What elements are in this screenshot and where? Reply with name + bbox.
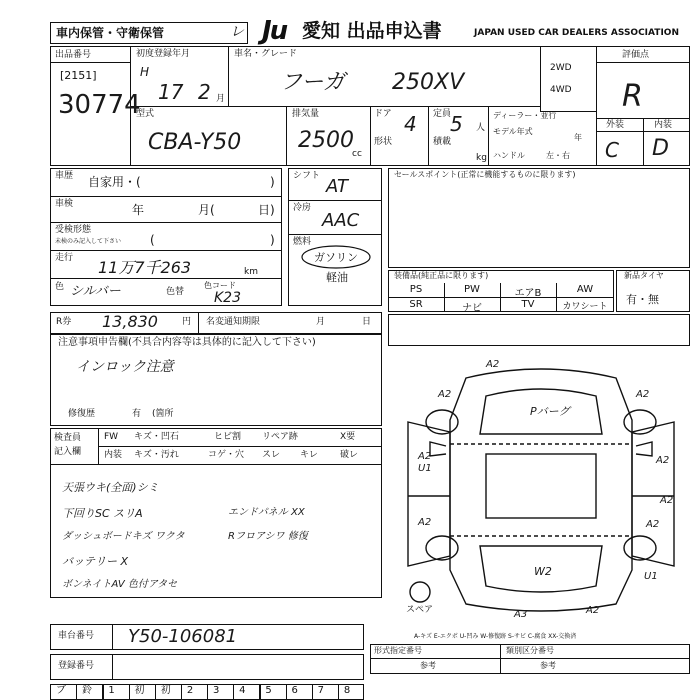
usage-label: 車歴 <box>55 171 74 181</box>
usage-paren-close: ) <box>270 175 275 189</box>
interior-label: 内装 <box>654 120 673 130</box>
acceptance-paren-close: ) <box>270 233 275 247</box>
inspector-row1-2: ヒビ割 <box>214 432 242 442</box>
mark-a2-rear: A2 <box>586 605 600 616</box>
inspector-line-5: Rフロアシワ 修復 <box>228 531 308 542</box>
bottom-strip-divider <box>102 684 103 700</box>
fuel-circle <box>300 244 372 270</box>
fuel-diesel: 軽油 <box>326 271 348 284</box>
inspector-row2-5: 破レ <box>340 450 359 460</box>
interior-grade: D <box>652 136 669 161</box>
mark-u1-left: U1 <box>418 463 432 474</box>
handle-label: ハンドル <box>493 151 525 160</box>
mark-pbag: Pバーグ <box>530 405 570 418</box>
exterior-grade: C <box>605 138 619 162</box>
bottom-strip-cell: 初 <box>160 685 171 696</box>
notes-entry: インロック注意 <box>76 359 174 375</box>
color-value: シルバー <box>70 284 121 299</box>
notice-label: 名変通知期限 <box>206 317 261 327</box>
type-label: 型式 <box>136 109 155 119</box>
displacement-value: 2500 <box>298 128 354 153</box>
mileage-unit: km <box>244 267 258 277</box>
repair-history-place: (箇所 <box>152 409 174 419</box>
inspector-row1-3: リペア跡 <box>262 432 298 442</box>
dealer-label: ディーラー・並行 <box>493 111 557 120</box>
bottom-strip-cell: 2 <box>186 685 194 696</box>
bottom-strip-divider <box>207 684 208 700</box>
equipment-label: 装備品(純正品に限ります) <box>394 271 489 280</box>
seal-1: 参考 <box>420 661 436 670</box>
equip-ps: PS <box>409 284 423 295</box>
vin-value: Y50-106081 <box>128 626 238 647</box>
mileage-value: 11万7千263 <box>98 258 192 277</box>
registration-month-unit: 月 <box>216 94 226 104</box>
bottom-strip-cell: ブ <box>56 685 66 696</box>
class-number-label: 類別区分番号 <box>506 646 554 655</box>
notes-title: 注意事項申告欄(不具合内容等は具体的に記入して下さい) <box>58 337 316 348</box>
bottom-strip-cell: 1 <box>108 685 115 696</box>
bottom-strip-divider <box>338 684 339 700</box>
inspector-line-6: バッテリー X <box>62 555 129 568</box>
equip-aw: AW <box>576 284 594 295</box>
registration-era: H <box>140 65 150 79</box>
drive-4wd: 4WD <box>550 85 572 95</box>
exterior-label: 外装 <box>606 120 625 130</box>
inspector-row2-4: キレ <box>300 450 318 460</box>
fuel-label: 燃料 <box>293 237 312 247</box>
inspector-row1-1: キズ・凹石 <box>134 432 179 442</box>
registration-month: 2 <box>198 80 211 104</box>
mark-w2: W2 <box>534 565 552 578</box>
equip-airbag: エアB <box>514 288 542 299</box>
fuel-gasoline: ガソリン <box>314 251 358 264</box>
mark-a2-left-front: A2 <box>438 389 452 400</box>
sales-points-label: セールスポイント(正常に機能するものに限ります) <box>394 170 576 179</box>
model-year-unit: 年 <box>574 133 582 142</box>
rating-score: R <box>622 79 643 114</box>
displacement-label: 排気量 <box>292 109 320 119</box>
inspector-label-1: 検査員 <box>54 433 82 443</box>
acceptance-paren-open: ( <box>150 233 155 247</box>
bottom-strip-cell: 7 <box>317 685 325 696</box>
bottom-strip-cell: 8 <box>343 685 351 696</box>
model-name: フーガ <box>280 70 345 95</box>
mileage-label: 走行 <box>55 253 74 263</box>
mark-a2-left-rear: A2 <box>418 517 432 528</box>
drive-2wd: 2WD <box>550 63 572 73</box>
damage-legend: A-キズ E-エクボ U-凹み W-修復跡 S-サビ C-腐食 XX-交換済 <box>414 633 577 640</box>
inspection-month-unit: 月( <box>198 203 215 217</box>
aircon-label: 冷房 <box>293 203 312 213</box>
notice-day-unit: 日 <box>362 317 372 327</box>
recycle-value: 13,830 <box>102 312 158 331</box>
recycle-label: R券 <box>56 317 72 327</box>
inspector-line-2: 下回りSC スリA <box>62 507 143 520</box>
inspector-line-1: 天張ウキ(全面)シミ <box>62 481 159 494</box>
equip-tv: TV <box>521 299 535 310</box>
bottom-strip-divider <box>233 684 234 700</box>
notice-month-unit: 月 <box>316 317 326 327</box>
inspector-row1-0: FW <box>104 432 119 442</box>
recycle-unit: 円 <box>182 317 192 327</box>
model-designation-label: 形式指定番号 <box>374 646 422 655</box>
new-tire-label: 新品タイヤ <box>624 271 664 280</box>
bottom-strip-cell: 初 <box>134 685 145 696</box>
vin-label: 車台番号 <box>58 631 95 641</box>
equip-sr: SR <box>409 299 423 310</box>
seal-2: 参考 <box>540 661 556 670</box>
mark-a2-right-2: A2 <box>660 495 674 506</box>
sheet-title: 愛知 出品申込書 <box>302 20 442 42</box>
rating-label: 評価点 <box>622 50 650 60</box>
shift-value: AT <box>326 176 348 197</box>
bottom-strip-divider <box>181 684 182 700</box>
inspector-row2-2: コゲ・穴 <box>208 450 245 460</box>
ju-logo: Ju <box>262 16 287 46</box>
model-name-label: 車名・グレード <box>234 49 298 59</box>
bottom-strip-divider <box>286 684 287 700</box>
doors-value: 4 <box>404 112 417 136</box>
color-code-label: 色コード <box>204 281 236 290</box>
inspector-line-3: エンドパネル XX <box>228 507 305 518</box>
spare-label: スペア <box>406 605 434 615</box>
handle-options: 左・右 <box>546 151 570 160</box>
mark-a2-right-rear: A2 <box>646 519 660 530</box>
displacement-unit: cc <box>352 149 362 159</box>
capacity-label: 定員 <box>433 109 452 119</box>
bottom-strip-cell: 3 <box>213 685 220 696</box>
bottom-strip-divider <box>129 684 130 700</box>
inspector-line-7: ボンネイトAV 色付アタセ <box>62 579 178 590</box>
registration-number-label: 登録番号 <box>58 661 95 671</box>
model-grade: 250XV <box>392 70 465 95</box>
mark-a2-front-right: A2 <box>636 389 650 400</box>
bottom-strip-divider <box>76 684 77 700</box>
registration-number-box <box>50 654 364 680</box>
bottom-strip-divider <box>155 684 156 700</box>
inspector-row2-1: キズ・汚れ <box>134 450 179 460</box>
load-unit: kg <box>476 153 487 163</box>
inspector-label-2: 記入欄 <box>54 447 82 457</box>
color-label: 色 <box>55 282 65 292</box>
storage-mark: レ <box>230 24 244 40</box>
model-year-label: モデル年式 <box>493 127 533 136</box>
inspection-day-unit: 日) <box>258 203 275 217</box>
acceptance-note: 未検のみ記入して下さい <box>55 238 122 245</box>
inspector-row1-4: X要 <box>340 432 356 442</box>
mark-a2-front-left: A2 <box>486 359 500 370</box>
mark-a2-right-1: A2 <box>656 455 670 466</box>
repair-history-value: 有 <box>132 409 142 419</box>
lot-code: [2151] <box>60 69 97 82</box>
load-label: 積載 <box>433 137 452 147</box>
bottom-strip-divider <box>312 684 313 700</box>
capacity-value: 5 <box>450 112 463 136</box>
usage-value: 自家用・( <box>88 175 141 189</box>
equip-navi: ナビ <box>462 303 482 314</box>
color-code: K23 <box>214 290 241 306</box>
acceptance-label: 受検形態 <box>55 225 92 235</box>
inspection-year-unit: 年 <box>132 203 145 217</box>
bottom-strip-cell: 6 <box>291 685 298 696</box>
equip-pw: PW <box>464 284 480 295</box>
lot-number: 30774 <box>58 90 141 120</box>
mark-u1-right: U1 <box>644 571 658 582</box>
inspector-line-4: ダッシュボードキズ ワクタ <box>62 531 185 542</box>
equip-seat: カワシート <box>562 302 608 312</box>
inspection-label: 車検 <box>55 199 74 209</box>
type-value: CBA-Y50 <box>148 130 242 155</box>
doors-label: ドア <box>374 109 392 119</box>
bottom-strip-cell: 4 <box>239 685 246 696</box>
bottom-strip-divider <box>259 684 260 700</box>
mark-a2-left: A2 <box>418 451 432 462</box>
association-name: JAPAN USED CAR DEALERS ASSOCIATION <box>474 28 679 38</box>
storage-label: 車内保管・守衛保管 <box>56 26 165 40</box>
capacity-unit: 人 <box>476 123 486 133</box>
inspector-row2-0: 内装 <box>104 450 123 460</box>
color-replace-label: 色替 <box>166 287 185 297</box>
registration-label: 初度登録年月 <box>136 49 191 59</box>
lot-number-label: 出品番号 <box>55 50 92 60</box>
sales-points-box <box>388 168 690 268</box>
shift-label: シフト <box>293 171 321 181</box>
shape-label: 形状 <box>374 137 393 147</box>
inspector-row2-3: スレ <box>262 450 281 460</box>
registration-year: 17 <box>158 80 184 104</box>
post-inspection-box <box>388 314 690 346</box>
mark-a3: A3 <box>514 609 528 620</box>
repair-history-label: 修復歴 <box>68 409 96 419</box>
aircon-value: AAC <box>322 210 360 231</box>
new-tire-options: 有・無 <box>626 293 659 306</box>
bottom-strip-cell: 5 <box>265 685 272 696</box>
bottom-strip-cell: 鈴 <box>82 685 93 696</box>
